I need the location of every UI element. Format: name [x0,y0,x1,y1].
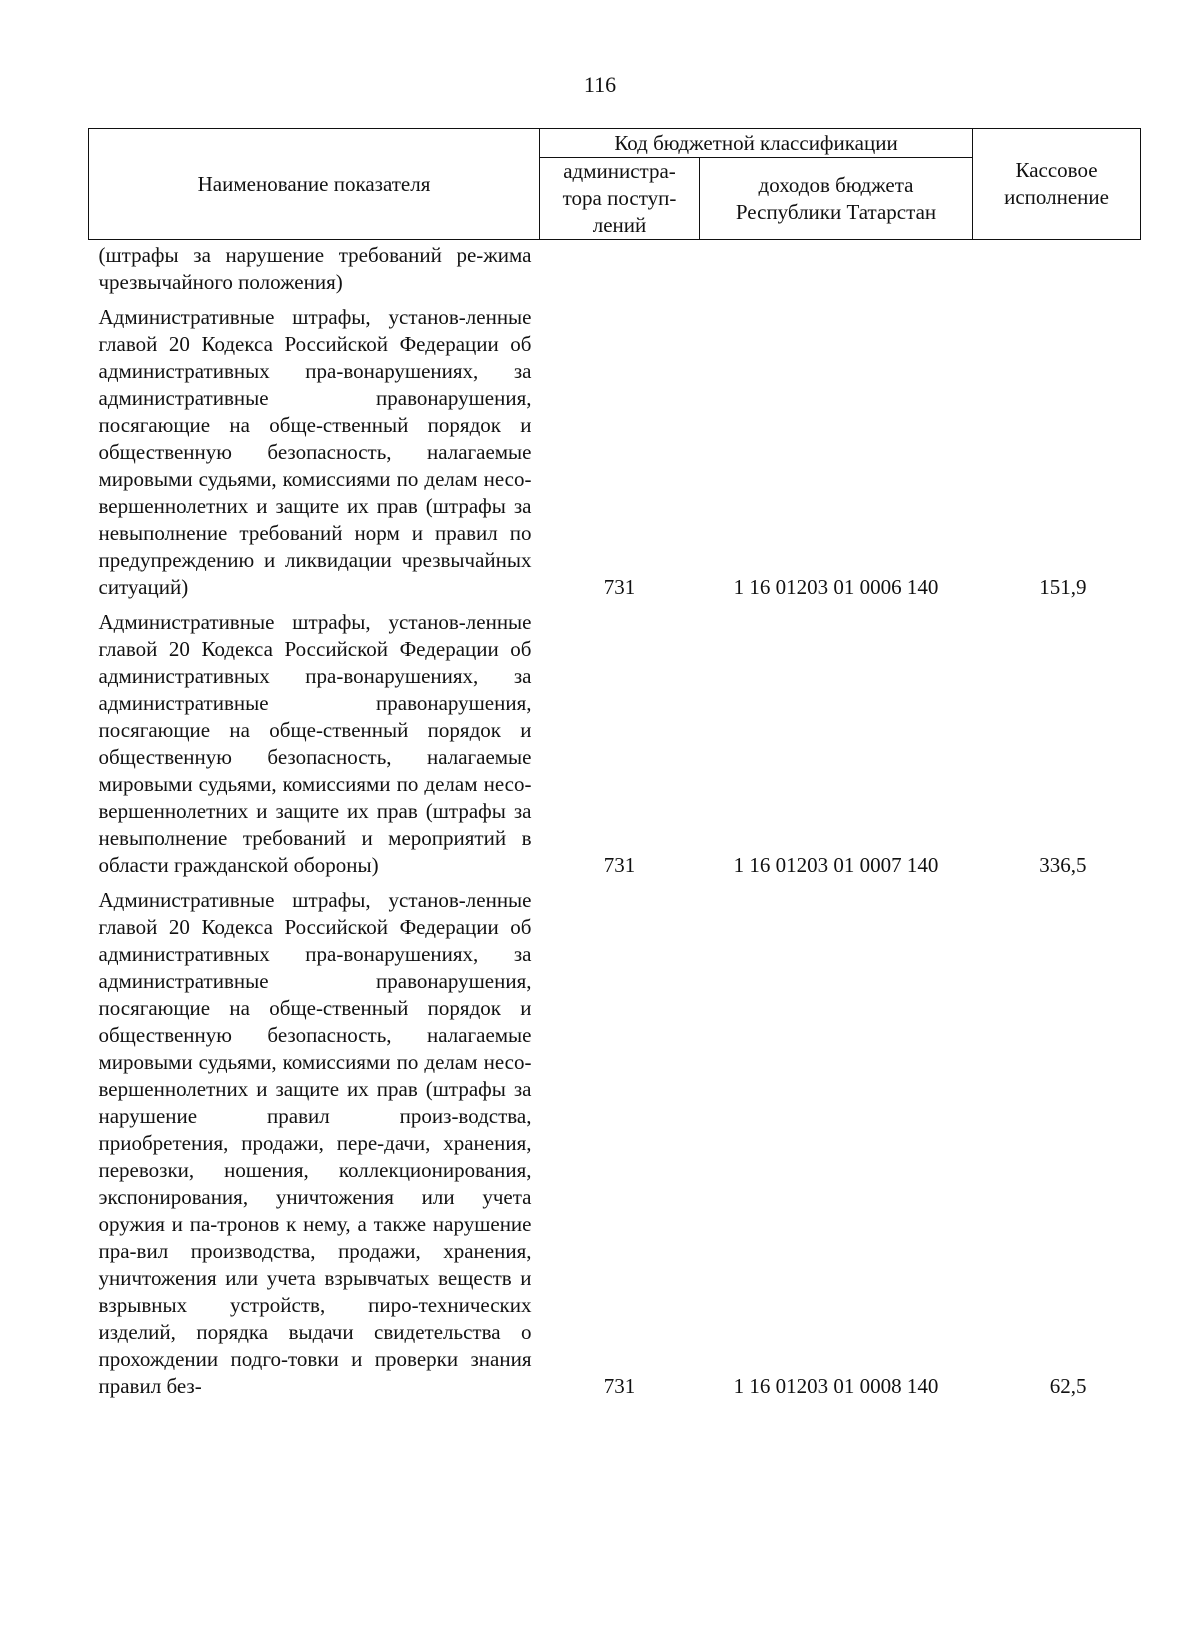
table-row [89,240,1141,305]
row-value: 336,5 [1039,853,1087,877]
row-value: 62,5 [1049,1374,1087,1398]
budget-table [88,128,1141,1408]
table-header [89,129,1141,240]
row-code: 1 16 01203 01 0008 140 [733,1374,939,1398]
row-admin: 731 [603,1374,636,1398]
row-name: (штрафы за нарушение требований ре-жима чрезвычайного положения) [98,243,532,294]
row-code: 1 16 01203 01 0006 140 [733,575,939,599]
table-row [89,887,1141,1408]
header-name: Наименование показателя [89,129,540,240]
row-name: Административные штрафы, установ-ленные главой 20 Кодекса Российской Федерации об административных пра-вонарушениях, за административные правонарушения, посягающие на обще-ственный порядок и общественную безопасность, налагаемые мировыми судьями, комиссиями по делам несо-вершеннолетних и защите их прав (штрафы за невыполнение требований норм и правил по предупреждению и ликвидации чрезвычайных ситуаций) [98,305,532,599]
header-administrator: администра-тора поступ-лений [540,158,700,240]
row-value [973,240,1141,305]
header-execution: Кассовое исполнение [973,129,1141,240]
row-value: 151,9 [1039,575,1087,599]
row-code [700,240,973,305]
row-admin: 731 [603,575,636,599]
page-number: 116 [583,72,617,97]
row-name: Административные штрафы, установ-ленные главой 20 Кодекса Российской Федерации об административных пра-вонарушениях, за административные правонарушения, посягающие на обще-ственный порядок и общественную безопасность, налагаемые мировыми судьями, комиссиями по делам несо-вершеннолетних и защите их прав (штрафы за нарушение правил произ-водства, приобретения, продажи, пере-дачи, хранения, перевозки, ношения, коллекционирования, экспонирования, уничтожения или учета оружия и па-тронов к нему, а также нарушение пра-вил производства, продажи, хранения, уничтожения или учета взрывчатых веществ и взрывных устройств, пиро-технических изделий, порядка выдачи свидетельства о прохождении подго-товки и проверки знания правил без- [98,888,532,1398]
header-code-group: Код бюджетной классификации [540,129,973,158]
row-name: Административные штрафы, установ-ленные главой 20 Кодекса Российской Федерации об административных пра-вонарушениях, за административные правонарушения, посягающие на обще-ственный порядок и общественную безопасность, налагаемые мировыми судьями, комиссиями по делам несо-вершеннолетних и защите их прав (штрафы за невыполнение требований и мероприятий в области гражданской обороны) [98,610,532,877]
table-row [89,609,1141,887]
row-admin [540,240,700,305]
header-income: доходов бюджета Республики Татарстан [700,158,973,240]
table-row [89,304,1141,609]
row-admin: 731 [603,853,636,877]
row-code: 1 16 01203 01 0007 140 [733,853,939,877]
